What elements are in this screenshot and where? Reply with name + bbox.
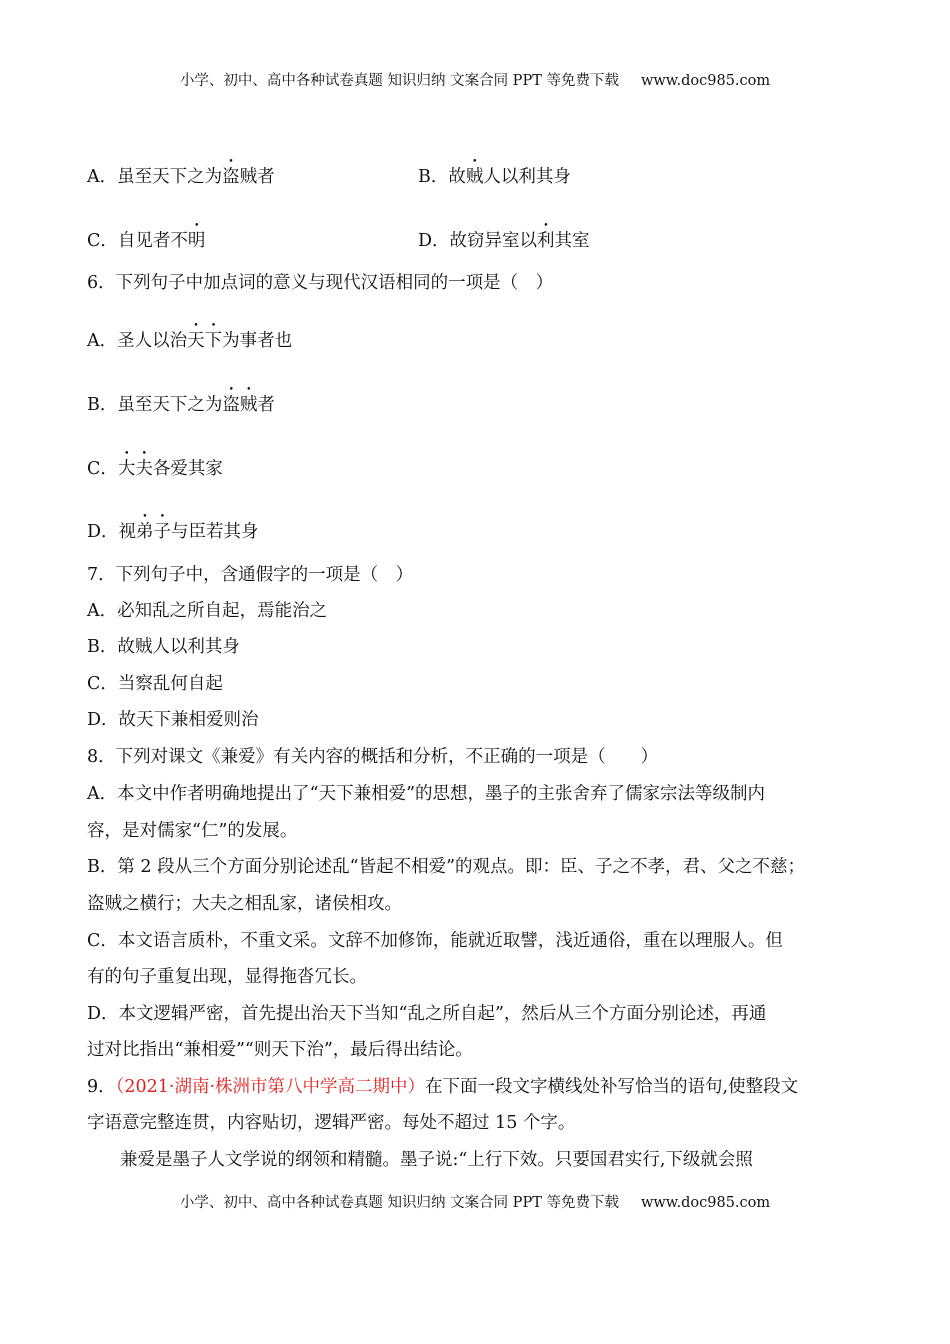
text: 在下面一段文字横线处补写恰当的语句,使整段文 bbox=[425, 1077, 799, 1097]
q5-option-a bbox=[87, 157, 275, 188]
text: 者 bbox=[257, 395, 275, 415]
emphasized-word: 利 bbox=[537, 231, 555, 251]
question-source: （2021·湖南·株洲市第八中学高二期中） bbox=[115, 1077, 426, 1097]
question-number: 9． bbox=[87, 1077, 116, 1097]
q8-line: B．第 2 段从三个方面分别论述乱“皆起不相爱”的观点。即：臣、子之不孝，君、父之不慈； bbox=[87, 857, 806, 877]
q8-line: D．本文逻辑严密，首先提出治天下当知“乱之所自起”，然后从三个方面分别论述，再通 bbox=[87, 1004, 767, 1024]
text: 各爱其家 bbox=[152, 459, 223, 479]
q7-option-d: D．故天下兼相爱则治 bbox=[87, 710, 259, 730]
q8-line: A．本文中作者明确地提出了“天下兼相爱”的思想，墨子的主张舍弃了儒家宗法等级制内 bbox=[87, 784, 766, 804]
q7-stem: 7．下列句子中，含通假字的一项是（ ） bbox=[87, 565, 414, 585]
q8-line: C．本文语言质朴，不重文采。文辞不加修饰，能就近取譬，浅近通俗，重在以理服人。但 bbox=[87, 931, 783, 951]
q6-option-c bbox=[87, 449, 223, 480]
q5-option-d bbox=[418, 221, 590, 252]
text: A．虽至天下之为 bbox=[87, 167, 223, 187]
text: D．视 bbox=[87, 522, 137, 542]
header-text: 小学、初中、高中各种试卷真题 知识归纳 文案合同 PPT 等免费下载 bbox=[179, 73, 619, 89]
text: 与臣若其身 bbox=[171, 522, 259, 542]
emphasized-word: 天下 bbox=[187, 331, 223, 351]
page-header bbox=[0, 69, 950, 90]
text: 为事者也 bbox=[222, 331, 293, 351]
text: C．自见者不 bbox=[87, 231, 188, 251]
q6-option-b bbox=[87, 385, 275, 416]
q6-option-a bbox=[87, 321, 292, 352]
text: 其室 bbox=[554, 231, 590, 251]
emphasized-word: 盗 bbox=[222, 167, 240, 187]
q9-stem-cont: 字语意完整连贯，内容贴切，逻辑严密。每处不超过 15 个字。 bbox=[87, 1113, 576, 1133]
emphasized-word: 盗贼 bbox=[222, 395, 258, 415]
q7-option-c: C．当察乱何自起 bbox=[87, 674, 223, 694]
page-footer bbox=[0, 1191, 950, 1212]
footer-text: 小学、初中、高中各种试卷真题 知识归纳 文案合同 PPT 等免费下载 bbox=[179, 1195, 619, 1211]
q8-line: 盗贼之横行；大夫之相乱家，诸侯相攻。 bbox=[87, 894, 402, 914]
q5-option-b bbox=[418, 157, 571, 188]
header-url: www.doc985.com bbox=[640, 73, 771, 89]
q5-option-c bbox=[87, 221, 205, 252]
q9-stem bbox=[87, 1076, 798, 1098]
q8-stem: 8．下列对课文《兼爱》有关内容的概括和分析，不正确的一项是（ ） bbox=[87, 747, 659, 767]
q8-line: 过对比指出“兼相爱”“则天下治”，最后得出结论。 bbox=[87, 1040, 473, 1060]
q7-option-b: B．故贼人以利其身 bbox=[87, 637, 240, 657]
q7-option-a: A．必知乱之所自起，焉能治之 bbox=[87, 601, 328, 621]
q8-line: 容，是对儒家“仁”的发展。 bbox=[87, 821, 298, 841]
text: 人以利其身 bbox=[483, 167, 571, 187]
emphasized-word: 大夫 bbox=[117, 459, 153, 479]
text: A．圣人以治 bbox=[87, 331, 188, 351]
q9-passage: 兼爱是墨子人文学说的纲领和精髓。墨子说:“上行下效。只要国君实行,下级就会照 bbox=[120, 1150, 753, 1170]
emphasized-word: 贼 bbox=[465, 167, 484, 187]
emphasized-word: 明 bbox=[187, 231, 206, 251]
text: 贼者 bbox=[239, 167, 275, 187]
text: C． bbox=[87, 459, 118, 479]
text: B．故 bbox=[418, 167, 466, 187]
footer-url: www.doc985.com bbox=[640, 1195, 771, 1211]
text: D．故窃异室以 bbox=[418, 231, 538, 251]
q8-line: 有的句子重复出现，显得拖沓冗长。 bbox=[87, 967, 367, 987]
q6-option-d bbox=[87, 512, 259, 543]
q6-stem: 6．下列句子中加点词的意义与现代汉语相同的一项是（ ） bbox=[87, 273, 554, 293]
emphasized-word: 弟子 bbox=[136, 522, 172, 542]
text: B．虽至天下之为 bbox=[87, 395, 223, 415]
